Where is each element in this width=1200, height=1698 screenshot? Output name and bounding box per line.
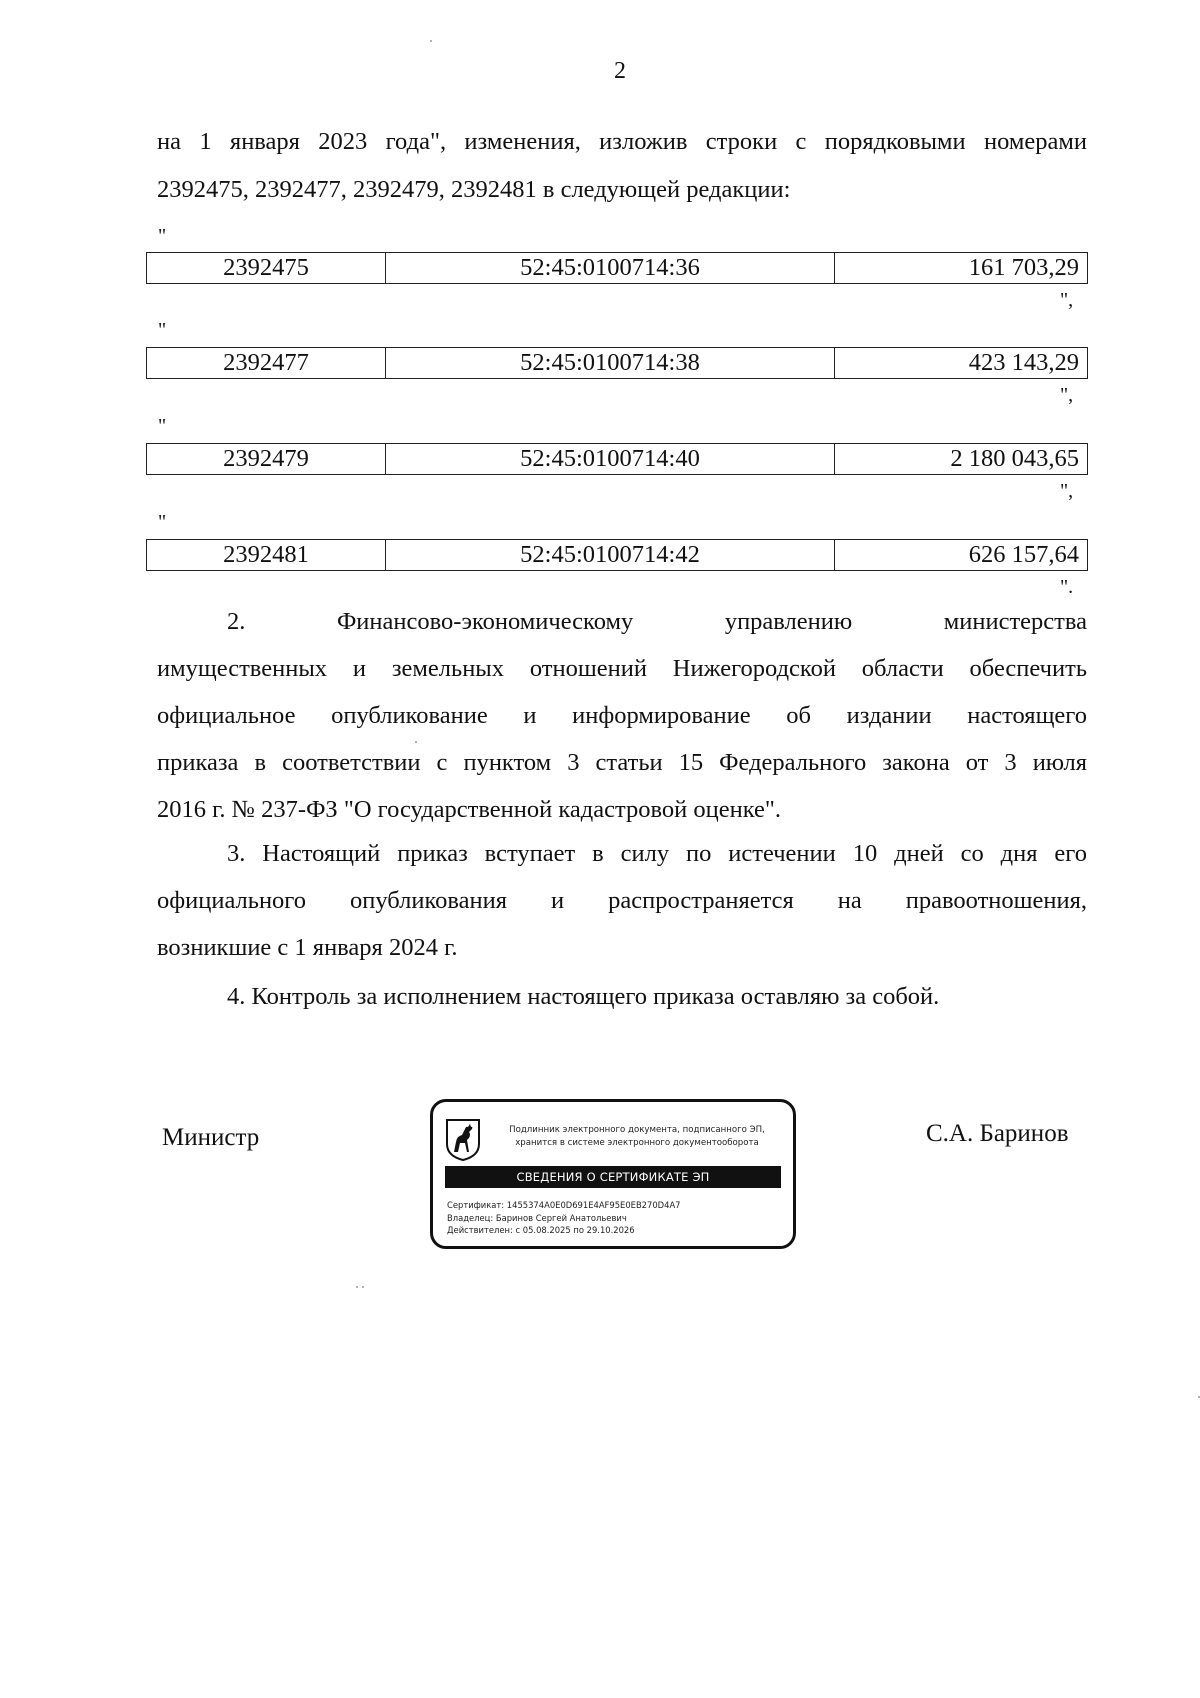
cadastral-number: 52:45:0100714:36 xyxy=(386,253,835,284)
paragraph-line: официального опубликования и распространяется на правоотношения, xyxy=(157,887,1087,914)
cadastral-number: 52:45:0100714:42 xyxy=(386,540,835,571)
quote-open: " xyxy=(158,225,167,247)
paragraph-line: имущественных и земельных отношений Нижегородской области обеспечить xyxy=(157,655,1087,682)
paragraph-line: 4. Контроль за исполнением настоящего приказа оставляю за собой. xyxy=(227,983,940,1010)
intro-paragraph xyxy=(157,118,1087,214)
intro-line-1: на 1 января 2023 года", изменения, изложив строки с порядковыми номерами xyxy=(157,128,1087,155)
paragraph-line: 2. Финансово-экономическому управлению министерства xyxy=(227,608,1087,635)
e-signature-stamp xyxy=(430,1099,796,1249)
row-number: 2392481 xyxy=(147,540,386,571)
scan-speck xyxy=(430,40,432,42)
paragraph-line: официальное опубликование и информирование об издании настоящего xyxy=(157,702,1087,729)
stamp-header-line: хранится в системе электронного документооборота xyxy=(515,1138,759,1148)
coat-of-arms-icon xyxy=(445,1118,481,1162)
stamp-header-line: Подлинник электронного документа, подписанного ЭП, xyxy=(509,1125,765,1135)
stamp-certificate-info xyxy=(447,1199,787,1237)
scan-speck xyxy=(356,1286,358,1288)
table-row xyxy=(146,347,1088,379)
paragraph-line: приказа в соответствии с пунктом 3 статьи 15 Федерального закона от 3 июля xyxy=(157,749,1087,776)
cadastral-value: 626 157,64 xyxy=(835,540,1088,571)
quote-close: ", xyxy=(1060,480,1074,502)
table-row xyxy=(146,443,1088,475)
signatory-name: С.А. Баринов xyxy=(926,1120,1069,1147)
certificate-owner: Владелец: Баринов Сергей Анатольевич xyxy=(447,1212,627,1223)
signatory-position: Министр xyxy=(162,1124,260,1151)
row-number: 2392477 xyxy=(147,348,386,379)
cadastral-number: 52:45:0100714:38 xyxy=(386,348,835,379)
quote-close: ", xyxy=(1060,384,1074,406)
paragraph-line: возникшие с 1 января 2024 г. xyxy=(157,934,458,961)
quote-open: " xyxy=(158,511,167,533)
scan-speck xyxy=(415,741,417,743)
cadastral-number: 52:45:0100714:40 xyxy=(386,444,835,475)
quote-open: " xyxy=(158,319,167,341)
page-number: 2 xyxy=(614,58,626,84)
certificate-number: Сертификат: 1455374A0E0D691E4AF95E0EB270D4A7 xyxy=(447,1200,681,1210)
table-row xyxy=(146,252,1088,284)
paragraph-4 xyxy=(157,973,1087,1020)
paragraph-line: 2016 г. № 237-ФЗ "О государственной кадастровой оценке". xyxy=(157,796,782,823)
cadastral-value: 2 180 043,65 xyxy=(835,444,1088,475)
quote-close: ", xyxy=(1060,289,1074,311)
stamp-header xyxy=(487,1124,787,1150)
stamp-title: СВЕДЕНИЯ О СЕРТИФИКАТЕ ЭП xyxy=(445,1166,781,1188)
paragraph-2 xyxy=(157,598,1087,833)
quote-open: " xyxy=(158,415,167,437)
cadastral-value: 423 143,29 xyxy=(835,348,1088,379)
certificate-validity: Действителен: с 05.08.2025 по 29.10.2026 xyxy=(447,1225,635,1235)
row-number: 2392475 xyxy=(147,253,386,284)
table-row xyxy=(146,539,1088,571)
scan-speck xyxy=(362,1286,364,1288)
quote-close: ". xyxy=(1060,576,1074,598)
paragraph-line: 3. Настоящий приказ вступает в силу по истечении 10 дней со дня его xyxy=(227,840,1087,867)
paragraph-3 xyxy=(157,830,1087,971)
intro-line-2: 2392475, 2392477, 2392479, 2392481 в следующей редакции: xyxy=(157,176,791,203)
row-number: 2392479 xyxy=(147,444,386,475)
cadastral-value: 161 703,29 xyxy=(835,253,1088,284)
